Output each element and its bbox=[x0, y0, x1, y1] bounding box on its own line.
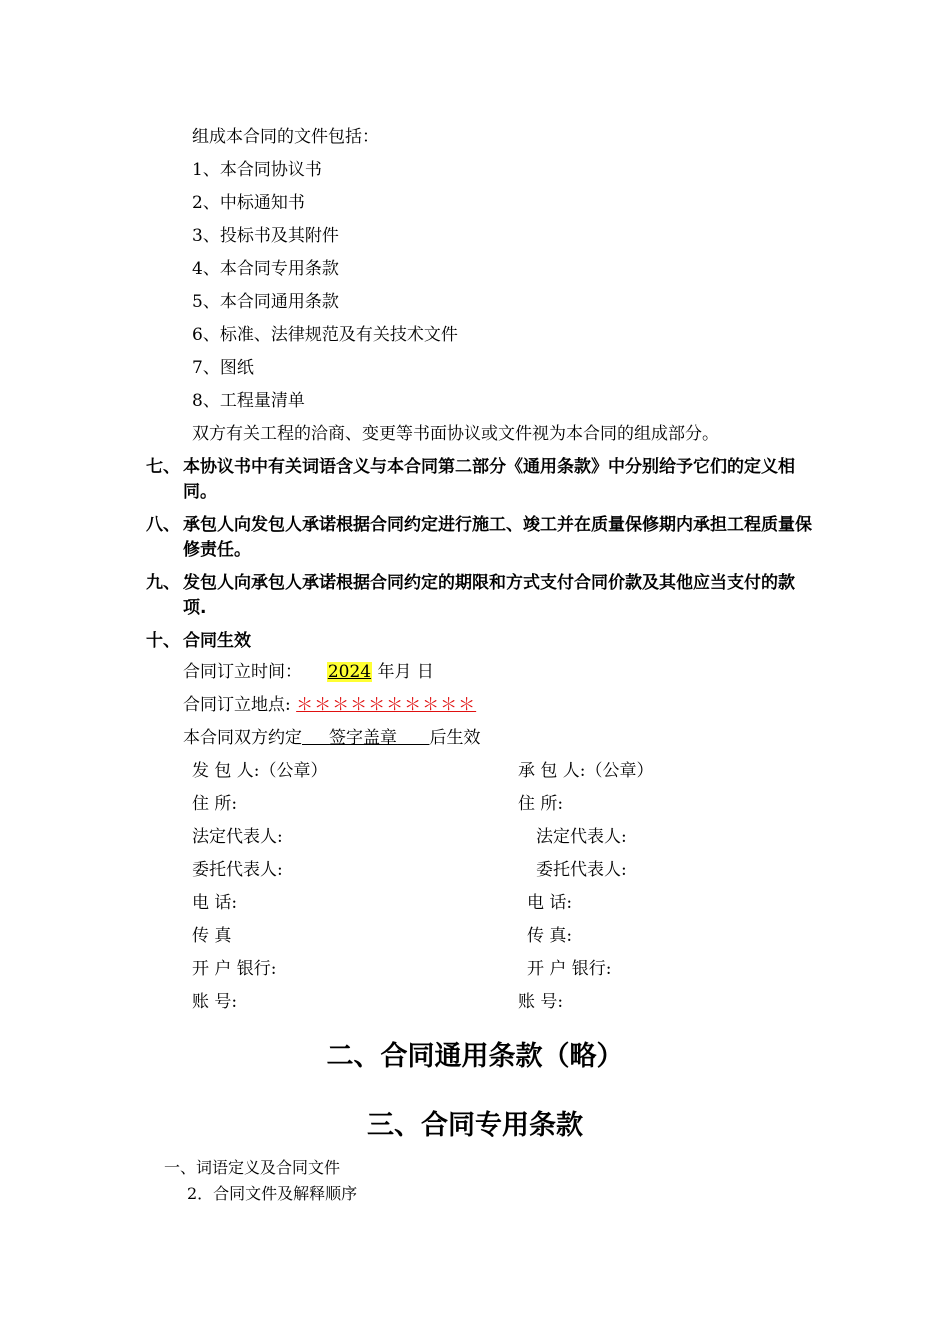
effect-value-wrap bbox=[302, 728, 429, 748]
clause-8 bbox=[146, 513, 816, 563]
docs-list-item: 2、中标通知书 bbox=[192, 193, 305, 213]
contract-place-label: 合同订立地点: bbox=[183, 695, 291, 715]
heading-special-terms: 三、合同专用条款 bbox=[367, 1110, 583, 1141]
party-b-field: 委托代表人: bbox=[536, 860, 627, 880]
clause-number: 九、 bbox=[146, 573, 180, 593]
party-b-field: 账 号: bbox=[518, 992, 564, 1012]
party-a-field: 电 话: bbox=[192, 893, 238, 913]
party-a-field: 住 所: bbox=[192, 794, 238, 814]
party-a-field: 法定代表人: bbox=[192, 827, 283, 847]
special-subheading: 一、词语定义及合同文件 bbox=[164, 1158, 341, 1177]
contract-time-label: 合同订立时间： bbox=[183, 662, 302, 682]
party-b-field: 承 包 人:（公章） bbox=[518, 761, 654, 781]
clause-text: 本协议书中有关词语含义与本合同第二部分《通用条款》中分别给予它们的定义相同。 bbox=[183, 457, 795, 502]
clause-7 bbox=[146, 455, 816, 505]
party-b-field: 传 真: bbox=[527, 926, 573, 946]
effect-prefix: 本合同双方约定 bbox=[183, 728, 302, 748]
clause-number: 七、 bbox=[146, 457, 180, 477]
docs-list-item: 8、工程量清单 bbox=[192, 391, 305, 411]
docs-list-item: 6、标准、法律规范及有关技术文件 bbox=[192, 325, 458, 345]
effect-suffix: 后生效 bbox=[429, 728, 481, 748]
party-a-field: 发 包 人:（公章） bbox=[192, 761, 328, 781]
contract-place-value: ＊＊＊＊＊＊＊＊＊＊ bbox=[296, 695, 477, 715]
clause-text: 发包人向承包人承诺根据合同约定的期限和方式支付合同价款及其他应当支付的款项. bbox=[183, 573, 795, 618]
contract-place-line bbox=[183, 694, 476, 716]
docs-note: 双方有关工程的洽商、变更等书面协议或文件视为本合同的组成部分。 bbox=[192, 424, 719, 444]
clause-number: 十、 bbox=[146, 631, 180, 651]
party-a-field: 账 号: bbox=[192, 992, 238, 1012]
clause-9 bbox=[146, 571, 816, 621]
party-a-field: 传 真 bbox=[192, 926, 232, 946]
effect-value: 签字盖章 bbox=[329, 728, 398, 748]
docs-list-item: 5、本合同通用条款 bbox=[192, 292, 339, 312]
contract-year: 2024 bbox=[327, 662, 372, 682]
docs-intro: 组成本合同的文件包括： bbox=[192, 127, 379, 147]
special-subheading-2: 2．合同文件及解释顺序 bbox=[187, 1184, 358, 1203]
contract-time-line bbox=[183, 661, 434, 683]
docs-list-item: 7、图纸 bbox=[192, 358, 254, 378]
contract-effect-line bbox=[183, 727, 480, 749]
contract-time-rest: 年月 日 bbox=[377, 662, 434, 682]
party-a-field: 委托代表人: bbox=[192, 860, 283, 880]
party-b-field: 电 话: bbox=[527, 893, 573, 913]
docs-list-item: 1、本合同协议书 bbox=[192, 160, 322, 180]
heading-general-terms: 二、合同通用条款（略） bbox=[326, 1041, 624, 1072]
party-a-field: 开 户 银行: bbox=[192, 959, 277, 979]
party-b-field: 法定代表人: bbox=[536, 827, 627, 847]
clause-text: 承包人向发包人承诺根据合同约定进行施工、竣工并在质量保修期内承担工程质量保修责任。 bbox=[183, 515, 812, 560]
party-b-field: 开 户 银行: bbox=[527, 959, 612, 979]
docs-list-item: 4、本合同专用条款 bbox=[192, 259, 339, 279]
clause-text: 合同生效 bbox=[183, 631, 251, 651]
docs-list-item: 3、投标书及其附件 bbox=[192, 226, 339, 246]
clause-number: 八、 bbox=[146, 515, 180, 535]
clause-10 bbox=[146, 629, 816, 654]
party-b-field: 住 所: bbox=[518, 794, 564, 814]
